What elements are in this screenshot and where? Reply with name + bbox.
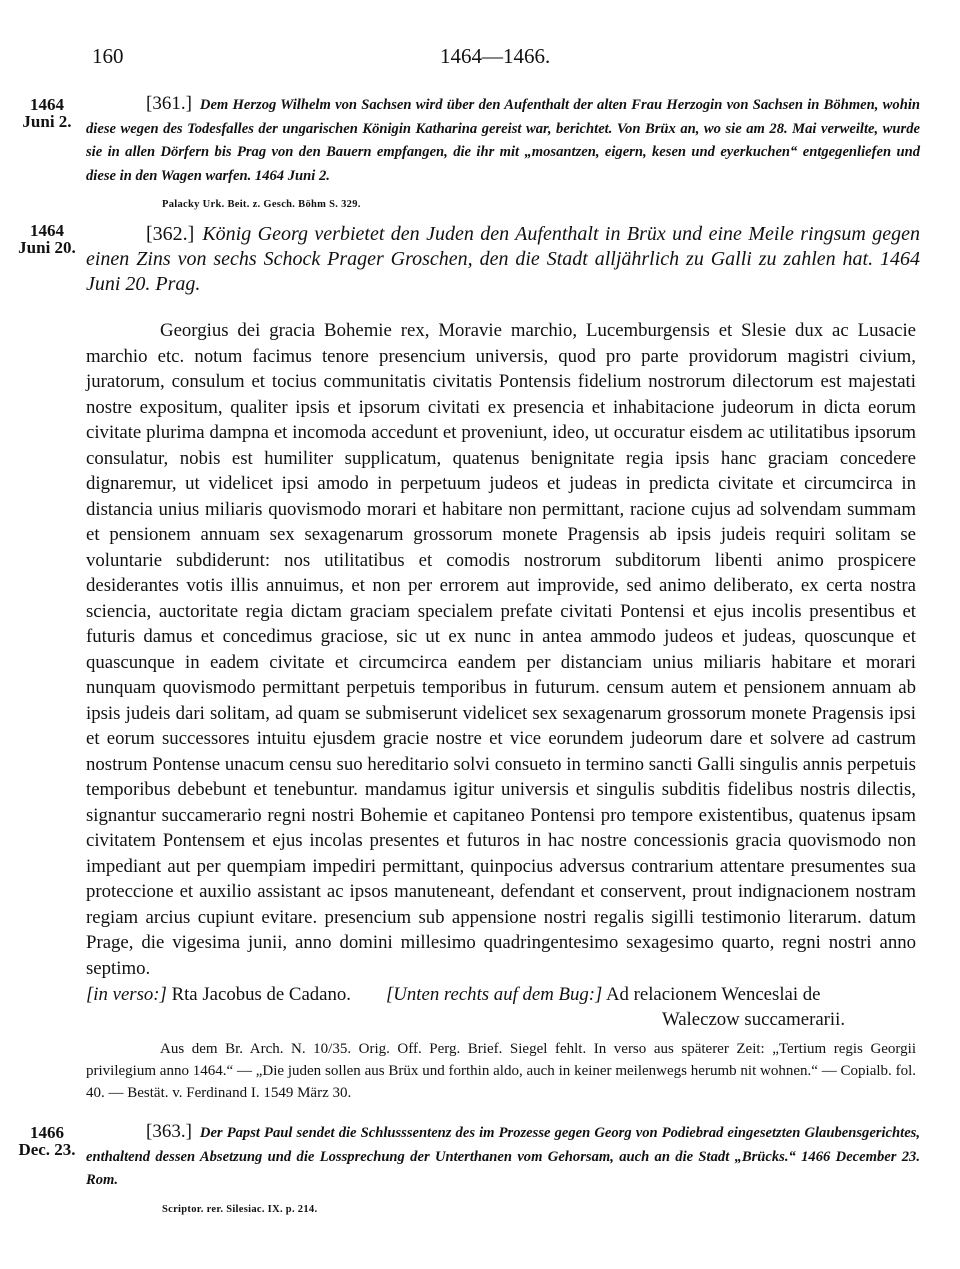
bug-note: [386, 982, 821, 1008]
entry-summary-text: Dem Herzog Wilhelm von Sachsen wird über den Aufenthalt der alten Frau Herzogin von Sachsen in Böhmen, wohin diese wegen des Todesfalles der ungarischen Königin Katharina gereist war, berichtet. Von Brüx an, wo sie am 28. Mai verweilte, wurde sie in allen Dörfern bis Prag von den Bauern empfangen, die ihr mit „mosantzen, eigern, kesen und eyerkuchen“ entgegenliefen und diese in den Wagen warfen. 1464 Juni 2.: [86, 97, 920, 184]
entry-source: Palacky Urk. Beit. z. Gesch. Böhm S. 329.: [162, 199, 361, 210]
charter-text: [86, 318, 916, 981]
entry-361: [86, 92, 920, 217]
page-header: [0, 44, 960, 74]
entry-source: Scriptor. rer. Silesiac. IX. p. 214.: [162, 1203, 318, 1215]
margin-date-year: 1466: [30, 1123, 64, 1142]
entry-summary-text: König Georg verbietet den Juden den Aufenthalt in Brüx und eine Meile ringsum gegen einen Zins von sechs Schock Prager Groschen, den die Stadt alljährlich zu Galli zu zahlen hat. 1464 Juni 20. Prag.: [86, 223, 920, 295]
entry-summary: [86, 92, 920, 188]
entry-summary: [86, 1120, 920, 1193]
archival-note: Aus dem Br. Arch. N. 10/35. Orig. Off. Perg. Brief. Siegel fehlt. In verso aus späterer Zeit: „Tertium regis Georgii privilegium anno 1464.“ — „Die juden sollen aus Brüx und forthin aldo, auch in keiner meilenwegs herumb nit wohnen.“ — Copialb. fol. 40. — Bestät. v. Ferdinand I. 1549 März 30.: [86, 1041, 916, 1101]
entry-363: [86, 1120, 920, 1221]
bug-label: [Unten rechts auf dem Bug:]: [386, 984, 603, 1005]
verso-text: Rta Jacobus de Cadano.: [171, 984, 351, 1005]
entry-summary: [86, 222, 920, 297]
bug-text-continued: Waleczow succamerarii.: [662, 1009, 846, 1030]
entry-number: [361.]: [146, 93, 192, 114]
margin-date-362: [14, 222, 80, 256]
margin-date-363: [14, 1124, 80, 1158]
archival-notes: [86, 1038, 916, 1104]
verso-label: [in verso:]: [86, 984, 167, 1005]
charter-body: Georgius dei gracia Bohemie rex, Moravie marchio, Lucemburgensis et Slesie dux ac Lusacie marchio etc. notum facimus tenore presencium universis, quod pro parte providorum magistri civium, juratorum, consulum et tocius communitatis civitatis Pontensis fidelium nostrorum dilectorum est majestati nostre expositum, qualiter ipsis et ipsorum civitati ex presencia et inhabitacione judeorum in dicta eorum civitate plurima dampna et incomoda accedunt et proveniunt, ideo, ut occuratur eisdem ac utilitatibus ipsorum consulatur, nobis est humiliter supplicatum, quatenus benignitate regia ipsis hanc graciam concedere dignaremur, ut videlicet ipsi amodo in perpetuum judeos et judeas in predicta civitate et circumcirca in distancia unius miliaris quovismodo morari et habitare non permittant, racione cujus ad solvendam summam et pensionem annuam sex sexagenarum grossorum monete Pragensis ab ipsis judeis requiri solitam se voluntarie subdiderunt: nos utilitatibus et comodis nostrorum subditorum libenti animo prospicere desiderantes votis illis annuimus, et non per errorem aut improvide, sed animo deliberato, ex certa nostra sciencia, auctoritate regia dictam graciam specialem prefate civitati Pontensi et ejus incolis presentibus et futuris damus et concedimus graciose, sic ut ex nunc in antea ammodo judeos et judeas, quoscunque et quascunque in eadem civitate et circumcirca eandem per distanciam unius miliaris habitare et morari nunquam quovismodo permittant perpetuis temporibus in futurum. censum autem et pensionem annuam ab ipsis judeis dari solitam, ad quam se submiserunt videlicet sex sexagenarum grossorum monete Pragensis ipsi et eorum successores intuitu ejusdem gracie nostre et vice eorundem judeorum dare et solvere ad castrum nostrum Pontense unacum censu suo hereditario solvi consueto in termino sancti Galli singulis annis perpetuis temporibus debebunt et tenebuntur. mandamus igitur universis et singulis subditis fidelibus nostris dilectis, signantur succamerario regni nostri Bohemie et capitaneo Pontensi pro tempore existentibus, quatenus ipsam civitatem Pontensem et ejus incolas presentes et futuros in hac nostre concessionis gracia quovismodo non impediant aut per quempiam impediri permittant, quinpocius adversus contrarium attentare presumentes sua proteccione et auxilio assistant ac ipsos manuteneant, defendant et conservent, prout indignacionem nostram regiam arcius cupiunt evitare. presencium sub appensione nostri regalis sigilli testimonio literarum. datum Prage, die vigesima junii, anno domini millesimo quadringentesimo sexagesimo quarto, regni nostri anno septimo.: [86, 320, 916, 979]
margin-date-day: Dec. 23.: [18, 1140, 76, 1159]
margin-date-year: 1464: [30, 221, 64, 240]
verso-note: [86, 982, 351, 1008]
bug-text: Ad relacionem Wenceslai de: [605, 984, 821, 1005]
running-head: 1464—1466.: [440, 44, 551, 68]
page-number: 160: [92, 44, 124, 68]
margin-date-361: [14, 96, 80, 130]
margin-date-day: Juni 20.: [18, 238, 76, 257]
entry-summary-text: Der Papst Paul sendet die Schlusssentenz des im Prozesse gegen Georg von Podiebrad eingesetzten Glaubensgerichtes, enthaltend dessen Absetzung und die Lossprechung der Unterthanen vom Gehorsam, auch an die Stadt „Brücks.“ 1466 December 23. Rom.: [86, 1125, 920, 1188]
margin-date-day: Juni 2.: [22, 112, 72, 131]
entry-362: [86, 222, 920, 297]
margin-date-year: 1464: [30, 95, 64, 114]
entry-number: [363.]: [146, 1121, 192, 1142]
entry-number: [362.]: [146, 223, 195, 245]
